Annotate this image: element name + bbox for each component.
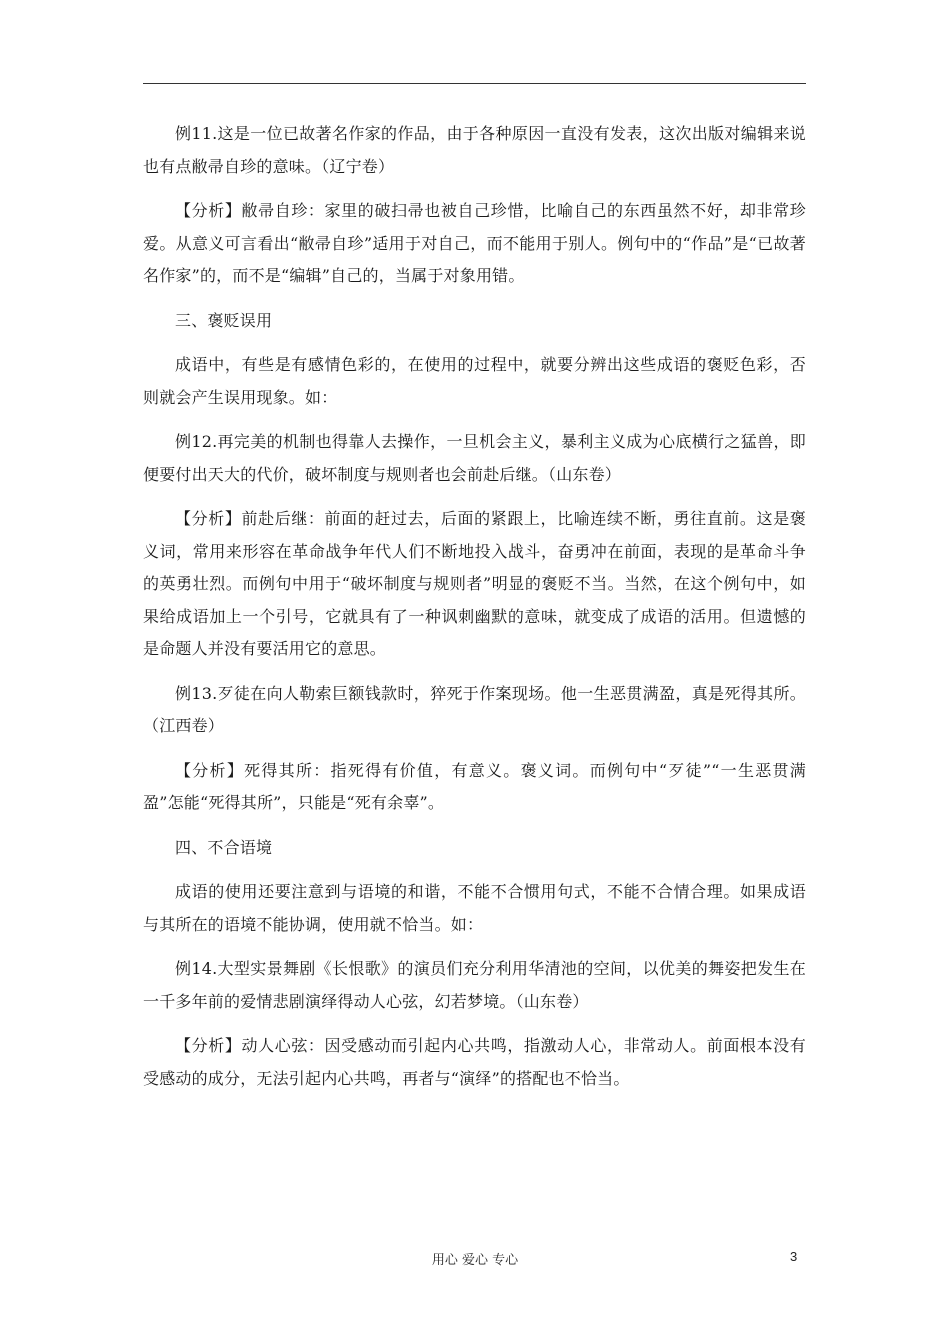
- example-13: 例13.歹徒在向人勒索巨额钱款时，猝死于作案现场。他一生恶贯满盈，真是死得其所。（江西卷）: [143, 683, 806, 735]
- footer-slogan: 用心 爱心 专心: [431, 1253, 519, 1268]
- example-14: 例14.大型实景舞剧《长恨歌》的演员们充分利用华清池的空间，以优美的舞姿把发生在一千多年前的爱情悲剧演绎得动人心弦，幻若梦境。（山东卷）: [143, 959, 806, 1011]
- analysis-13: [143, 755, 806, 820]
- analysis-tag: 【分析】: [175, 1036, 242, 1055]
- section-heading-4: 四、不合语境: [175, 837, 273, 857]
- analysis-11: [143, 195, 806, 293]
- example-12: 例12.再完美的机制也得靠人去操作，一旦机会主义，暴利主义成为心底横行之猛兽，即便要付出天大的代价，破坏制度与规则者也会前赴后继。（山东卷）: [143, 432, 806, 484]
- section-heading-3: 三、褒贬误用: [175, 310, 273, 330]
- example-11: 例11.这是一位已故著名作家的作品，由于各种原因一直没有发表，这次出版对编辑来说也有点敝帚自珍的意味。（辽宁卷）: [143, 124, 806, 176]
- analysis-tag: 【分析】: [175, 760, 245, 780]
- analysis-text: 前赴后继：前面的赶过去，后面的紧跟上，比喻连续不断，勇往直前。这是褒义词，常用来形容在革命战争年代人们不断地投入战斗，奋勇冲在前面，表现的是革命斗争的英勇壮烈。而例句中用于“破坏制度与规则者”明显的褒贬不当。当然，在这个例句中，如果给成语加上一个引号，它就具有了一种讽刺幽默的意味，就变成了成语的活用。但遗憾的是命题人并没有要活用它的意思。: [143, 509, 806, 658]
- section-intro-3: 成语中，有些是有感情色彩的，在使用的过程中，就要分辨出这些成语的褒贬色彩，否则就会产生误用现象。如：: [143, 355, 806, 407]
- analysis-text: 死得其所：指死得有价值，有意义。褒义词。而例句中“歹徒”“一生恶贯满盈”怎能“死得其所”，只能是“死有余辜”。: [143, 760, 806, 812]
- analysis-14: [143, 1030, 806, 1095]
- document-body: [143, 118, 806, 1107]
- analysis-text: 动人心弦：因受感动而引起内心共鸣，指激动人心，非常动人。前面根本没有受感动的成分，无法引起内心共鸣，再者与“演绎”的搭配也不恰当。: [143, 1036, 806, 1088]
- section-intro-4: 成语的使用还要注意到与语境的和谐，不能不合惯用句式，不能不合情合理。如果成语与其所在的语境不能协调，使用就不恰当。如：: [143, 882, 806, 934]
- analysis-tag: 【分析】: [175, 201, 242, 220]
- analysis-tag: 【分析】: [175, 509, 242, 528]
- analysis-text: 敝帚自珍：家里的破扫帚也被自己珍惜，比喻自己的东西虽然不好，却非常珍爱。从意义可言看出“敝帚自珍”适用于对自己，而不能用于别人。例句中的“作品”是“已故著名作家”的，而不是“编辑”自己的，当属于对象用错。: [143, 201, 806, 285]
- analysis-12: [143, 503, 806, 666]
- header-rule: [143, 83, 806, 84]
- page-number: 3: [790, 1249, 798, 1264]
